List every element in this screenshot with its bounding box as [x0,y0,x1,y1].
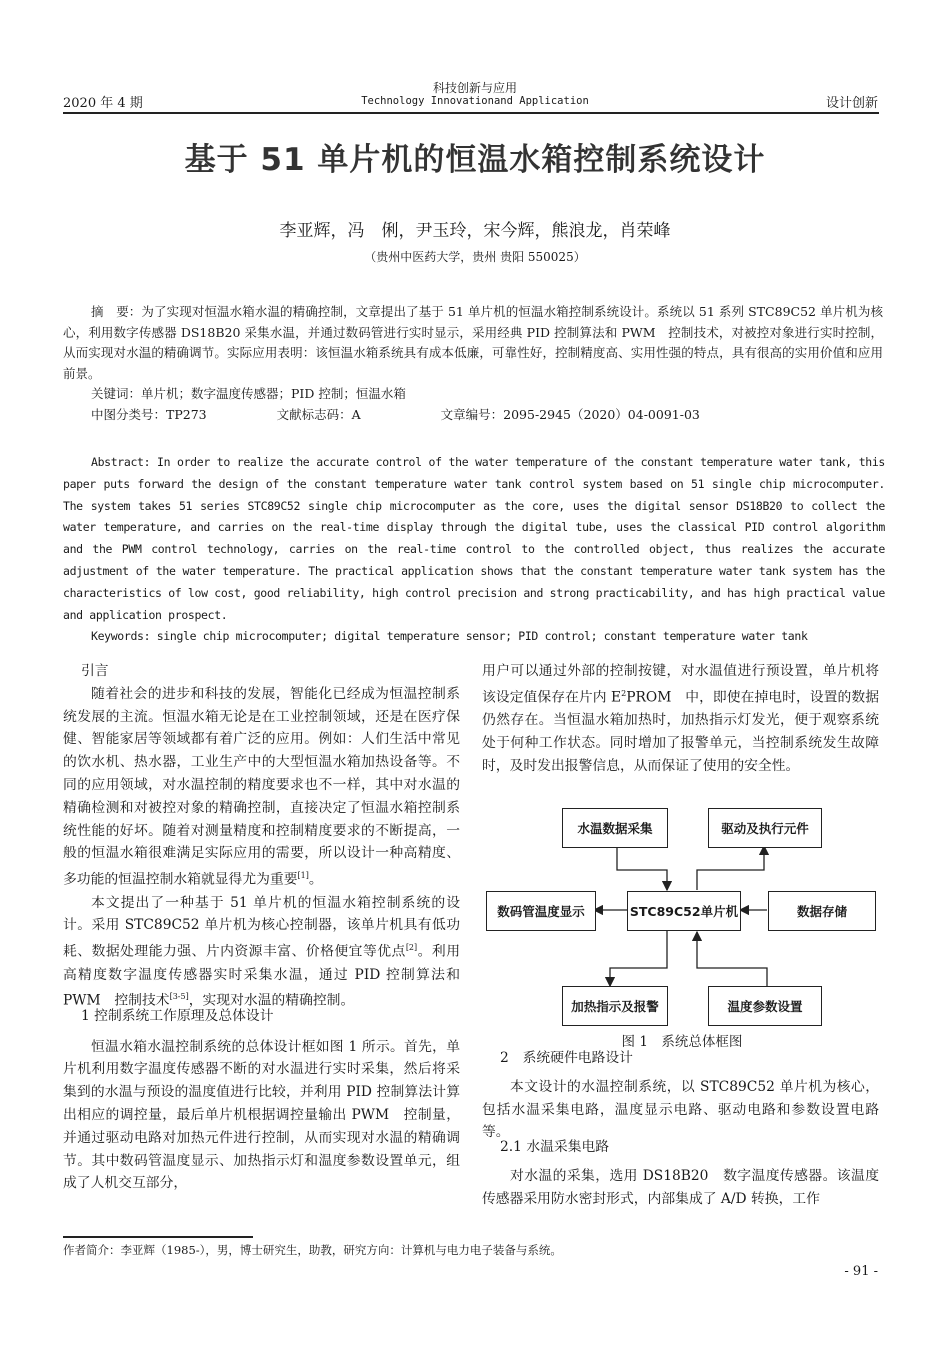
journal-header [0,82,950,108]
abstract-en [63,452,885,648]
abstract-cn-label: 摘 要： [91,304,142,319]
section-label: 设计创新 [825,96,878,111]
box-stc89c52-mcu: STC89C52单片机 [627,891,741,931]
intro-paragraph-2-c: ，实现对水温的精确控制。 [188,992,355,1009]
right-column-top [482,660,879,778]
section-2-1-heading: 2.1 水温采集电路 [500,1139,610,1156]
citation-2: [2] [405,943,418,953]
abstract-cn-text: 为了实现对恒温水箱水温的精确控制，文章提出了基于 51 单片机的恒温水箱控制系统设计。系统以 51 系列 STC89C52 单片机为核心，利用数字传感器 DS18B20 采集水温，并通过数码管进行实时显示，采用经典 PID 控制算法和 PWM 控制技术，对被控对象进行实时控制，从而实现对水温的精确调节。实际应用表明：该恒温水箱系统具有成本低廉，可靠性好，控制精度高、实用性强的特点，具有很高的实用价值和应用前景。 [63,304,883,381]
article-number: 文章编号：2095-2945（2020）04-0091-03 [440,406,700,422]
section-1-heading: 1 控制系统工作原理及总体设计 [81,1007,274,1024]
section-2-heading: 2 系统硬件电路设计 [500,1050,633,1066]
header-rule [63,112,879,114]
box-driver-actuator: 驱动及执行元件 [708,808,822,848]
citation-1: [1] [297,871,309,881]
box-temperature-settings: 温度参数设置 [708,986,822,1026]
page-number: - 91 - [844,1264,878,1279]
abstract-cn [63,302,883,425]
superscript-2: 2 [621,688,627,698]
right-paragraph-1-a: 用户可以通过外部的控制按键，对水温值进行预设置，单片机将该设定值保存在片内 E [482,663,879,706]
box-water-data-collection: 水温数据采集 [562,808,668,848]
intro-paragraph-1 [63,683,460,892]
author-footnote: 作者简介：李亚辉（1985-），男，博士研究生，助教，研究方向：计算机与电力电子装备与系统。 [63,1243,562,1257]
intro-paragraph-1-end: 。 [308,871,323,888]
box-data-storage: 数据存储 [768,891,876,931]
keywords-en: Keywords: single chip microcomputer; digital temperature sensor; PID control; constant temperature water tank [91,629,808,644]
intro-paragraph-1-text: 随着社会的进步和科技的发展，智能化已经成为恒温控制系统发展的主流。恒温水箱无论是在工业控制领域，还是在医疗保健、智能家居等领域都有着广泛的应用。例如：人们生活中常见的饮水机、热水器，工业生产中的大型恒温水箱加热设备等。不同的应用领域，对水温控制的精度要求也不一样，其中对水温的精确检测和对被控对象的精确控制，直接决定了恒温水箱控制系统性能的好坏。随着对测量精度和控制精度要求的不断提高，一般的恒温水箱很难满足实际应用的需要，所以设计一种高精度、多功能的恒温控制水箱就显得尤为重要 [63,685,460,888]
paper-title: 基于 51 单片机的恒温水箱控制系统设计 [184,142,766,178]
system-block-diagram [482,800,882,1040]
arrow-collect-to-mcu [617,846,667,890]
author-list: 李亚辉，冯 俐，尹玉玲，宋今辉，熊浪龙，肖荣峰 [279,221,671,241]
citation-3-5: [3-5] [169,992,189,1002]
abstract-en-text: Abstract: In order to realize the accurate control of the water temperature of the constant temperature water tank, this paper puts forward the design of the constant temperature water tank control system based on 51 single chip microcomputer. The system takes 51 series STC89C52 single chip microcomputer as the core, uses the digital sensor DS18B20 to collect the water temperature, and carries on the real-time display through the digital tube, uses the classical PID control algorithm and the PWM control technology, carries on the real-time control to the controlled object, thus realizes the accurate adjustment of the water temperature. The practical application shows that the constant temperature water tank system has the characteristics of low cost, good reliability, high control precision and strong practicability, and has high practical value and application prospect. [63,455,885,622]
section-2-paragraph: 本文设计的水温控制系统，以 STC89C52 单片机为核心，包括水温采集电路，温度显示电路、驱动电路和参数设置电路等。 [482,1078,879,1141]
intro-heading: 引言 [81,663,109,679]
clc-number: 中图分类号：TP273 [91,406,207,422]
arrow-settings-to-mcu [697,932,767,986]
right-paragraph-1-b: PROM 中，即使在掉电时，设置的数据仍然存在。当恒温水箱加热时，加热指示灯发光，便于观察系统处于何种工作状态。同时增加了报警单元，当控制系统发生故障时，及时发出报警信息，从而保证了使用的安全性。 [482,689,880,774]
intro-paragraph-2-a: 本文提出了一种基于 51 单片机的恒温水箱控制系统的设计。采用 STC89C52 单片机为核心控制器，该单片机具有低功耗、数据处理能力强、片内资源丰富、价格便宜等优点 [63,894,460,960]
keywords-cn: 关键词：单片机；数字温度传感器；PID 控制；恒温水箱 [91,386,406,401]
intro-paragraph-2 [63,892,460,1013]
classification-line [63,405,883,426]
figure-1-caption: 图 1 系统总体框图 [621,1034,743,1050]
section-2-1-paragraph: 对水温的采集，选用 DS18B20 数字温度传感器。该温度传感器采用防水密封形式，内部集成了 A/D 转换，工作 [482,1167,879,1207]
document-code: 文献标志码：A [276,406,361,422]
box-digital-tube-display: 数码管温度显示 [486,891,596,931]
box-heating-indicator-alarm: 加热指示及报警 [562,986,668,1026]
journal-name-en: Technology Innovationand Application [361,95,589,107]
right-column-bottom [482,1047,879,1211]
section-1-paragraph: 恒温水箱水温控制系统的总体设计框如图 1 所示。首先，单片机利用数字温度传感器不断的对水温进行实时采集，然后将采集到的水温与预设的温度值进行比较，并利用 PID 控制算法计算出相应的调控量，最后单片机根据调控量输出 PWM 控制量，并通过驱动电路对加热元件进行控制，从而实现对水温的精确调节。其中数码管温度显示、加热指示灯和温度参数设置单元，组成了人机交互部分， [63,1038,460,1192]
journal-name-cn: 科技创新与应用 [432,81,517,95]
affiliation: （贵州中医药大学，贵州 贵阳 550025） [364,250,586,264]
left-column [63,660,460,1195]
right-paragraph-1 [482,660,879,778]
issue-label: 2020 年 4 期 [63,96,143,111]
footnote-rule [63,1236,253,1238]
intro-paragraph-2-b: 。利用高精度数字温度传感器实时采集水温，通过 PID 控制算法和 PWM 控制技术 [63,943,461,1009]
arrow-mcu-to-driver [697,846,764,890]
abstract-cn-paragraph [63,302,883,384]
arrow-mcu-to-heating [610,930,667,986]
